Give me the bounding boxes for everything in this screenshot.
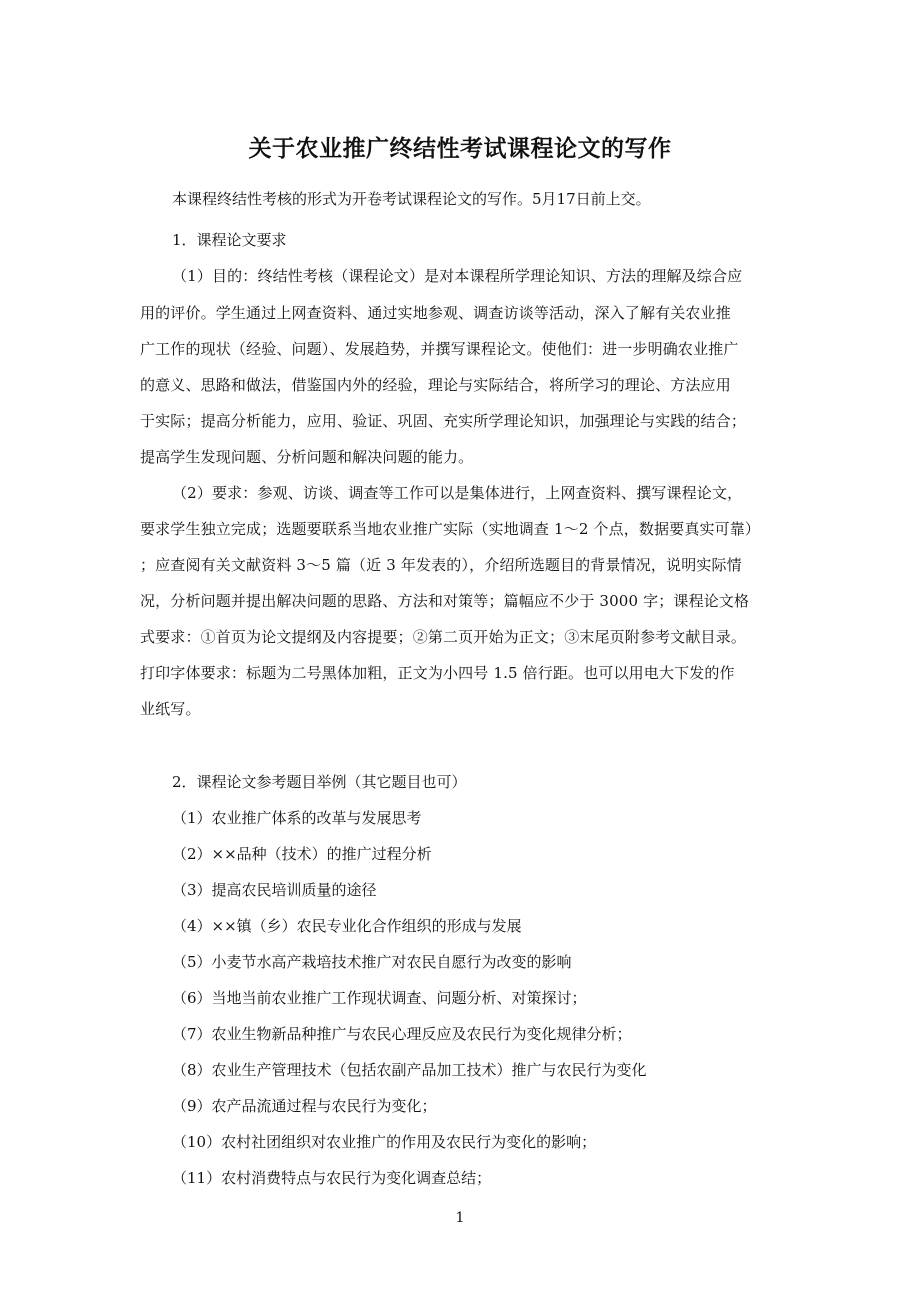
requirement-line: （2）要求：参观、访谈、调查等工作可以是集体进行，上网查资料、撰写课程论文， (172, 484, 743, 502)
requirement-line: 况，分析问题并提出解决问题的思路、方法和对策等；篇幅应不少于 3000 字；课程论文格 (140, 592, 750, 610)
topic-item: （3）提高农民培训质量的途径 (172, 881, 377, 899)
section2-heading: 2．课程论文参考题目举例（其它题目也可） (172, 773, 467, 791)
purpose-line: 的意义、思路和做法，借鉴国内外的经验，理论与实际结合，将所学习的理论、方法应用 (140, 376, 731, 394)
requirement-line: 要求学生独立完成；选题要联系当地农业推广实际（实地调查 1～2 个点，数据要真实可靠） (140, 520, 761, 538)
purpose-line: 用的评价。学生通过上网查资料、通过实地参观、调查访谈等活动，深入了解有关农业推 (140, 304, 731, 322)
page-number: 1 (455, 1210, 465, 1226)
requirement-line: 打印字体要求：标题为二号黑体加粗，正文为小四号 1.5 倍行距。也可以用电大下发的作 (140, 664, 735, 682)
purpose-line: （1）目的：终结性考核（课程论文）是对本课程所学理论知识、方法的理解及综合应 (172, 267, 743, 285)
requirement-line: ；应查阅有关文献资料 3～5 篇（近 3 年发表的），介绍所选题目的背景情况，说明实际情 (140, 556, 742, 574)
section1-heading: 1．课程论文要求 (172, 231, 287, 249)
requirement-line: 式要求：①首页为论文提纲及内容提要；②第二页开始为正文；③末尾页附参考文献目录。 (140, 628, 747, 646)
requirement-line: 业纸写。 (140, 700, 201, 718)
topic-item: （5）小麦节水高产栽培技术推广对农民自愿行为改变的影响 (172, 953, 572, 971)
topic-item: （6）当地当前农业推广工作现状调查、问题分析、对策探讨； (172, 989, 587, 1007)
topic-item: （10）农村社团组织对农业推广的作用及农民行为变化的影响； (172, 1133, 597, 1151)
topic-item: （11）农村消费特点与农民行为变化调查总结； (172, 1169, 492, 1187)
topic-item: （8）农业生产管理技术（包括农副产品加工技术）推广与农民行为变化 (172, 1061, 647, 1079)
topic-item: （9）农产品流通过程与农民行为变化； (172, 1097, 437, 1115)
topic-item: （7）农业生物新品种推广与农民心理反应及农民行为变化规律分析； (172, 1025, 632, 1043)
purpose-line: 于实际；提高分析能力，应用、验证、巩固、充实所学理论知识，加强理论与实践的结合； (140, 412, 747, 430)
topic-item: （1）农业推广体系的改革与发展思考 (172, 809, 422, 827)
topic-item: （4）××镇（乡）农民专业化合作组织的形成与发展 (172, 917, 522, 935)
document-title: 关于农业推广终结性考试课程论文的写作 (248, 136, 672, 162)
topic-item: （2）××品种（技术）的推广过程分析 (172, 845, 432, 863)
intro-paragraph: 本课程终结性考核的形式为开卷考试课程论文的写作。5月17日前上交。 (172, 190, 651, 208)
purpose-line: 提高学生发现问题、分析问题和解决问题的能力。 (140, 448, 474, 466)
purpose-line: 广工作的现状（经验、问题）、发展趋势，并撰写课程论文。使他们：进一步明确农业推广 (140, 340, 739, 358)
